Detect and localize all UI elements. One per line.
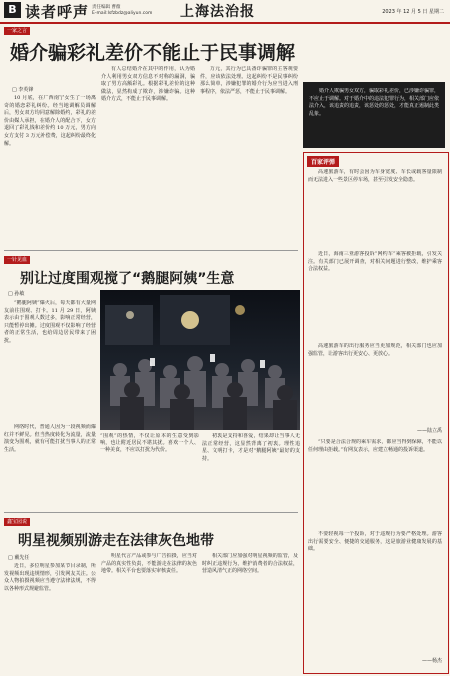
article3-col2: 明星代言产品或参与广告拍摄，应当对产品的真实性负责，不能游走在法律的灰色地带。相关平台也要落实审核责任。 <box>101 553 197 575</box>
sidebar-para3: 高速旅游车的出行服务应当更加规范，相关部门也应加强监管，让游客出行更安心、更放心。 <box>308 343 442 357</box>
article2-col1: “鹅腿阿姨”爆火后，每天都有大量网友前往围观、打卡。11 月 29 日，阿姨表示由于围观人数过多，影响正常经营，只能暂停出摊。过度围观不仅影响了经营者的正常生活，也给周边居民带来了困扰。 <box>4 300 96 344</box>
masthead <box>0 0 450 24</box>
article1-tag: 一家之言 <box>4 27 30 35</box>
photo-caption: “围观”的热情，不仅让原本的生意受到影响，也让附近居民不堪其扰。喜欢一个人、一种美食，不应以打扰为代价。 <box>100 433 199 453</box>
divider-2 <box>4 512 298 513</box>
article2-byline: □ 孙敏 <box>8 291 25 297</box>
article3-col1: 近日，多位明星参加某节目录制，所发视频出现违规情形，引发网友关注。公众人物拍摄视频应当遵守法律法规，不得以各种形式规避监管。 <box>4 563 96 592</box>
section-logo: B <box>4 2 21 18</box>
article3-headline: 明星视频别游走在法律灰色地带 <box>18 533 214 549</box>
sidebar-para2: 近日，海南三亚游客投诉“网约车”乘客被拒载，引发关注。有关部门已展开调查，对相关问题进行整改，维护乘客合法权益。 <box>308 251 442 273</box>
sidebar-bottom-sign: ——杨杰 <box>421 658 442 664</box>
article2-tag: 一针见血 <box>4 256 30 264</box>
article1-col2: 有人总结婚介在其中的作用，认为婚介人利用男女双方信息不对称的漏洞，骗取了男方高额彩礼。根据彩礼差价的这种做法，显然构成了欺诈，涉嫌诈骗。这种婚介方式，不能止于民事调解。 <box>101 66 195 103</box>
article1-col1: 10 月底，在广西南宁女生了一场离奇的婚恋彩礼纠纷。经当地调解员调解后，男女双方均同意解除婚约，彩礼的差价由媒人承担，在婚介人的配合下，女方退回了彩礼钱和差价约 10 万元，男方向女方支付 3 万元补偿费，这起纠纷最终化解。 <box>4 95 96 147</box>
crowd-photo-image <box>100 290 300 430</box>
article3-byline: □ 戴先任 <box>8 555 30 561</box>
quote-text: 婚介人欺骗男女双方，骗取彩礼差价，已涉嫌诈骗罪，不应止于调解。对于婚介中的违法犯罪行为，相关部门应依法介入，该追责的追责，该惩处的惩处，才能真正遏制此类乱象。 <box>309 88 439 117</box>
sidebar-sign: ——陆立禹 <box>416 428 442 434</box>
sidebar-para1: 高速旅游车，有时会因为车身宽度、车长或载客量限制而无法进入一些景区停车场，甚至引发安全隐患。 <box>308 169 442 183</box>
issue-date: 2023 年 12 月 5 日 星期二 <box>382 9 444 15</box>
article1-headline: 婚介骗彩礼差价不能止于民事调解 <box>10 42 296 64</box>
article2-headline: 别让过度围观搅了“鹅腿阿姨”生意 <box>20 271 235 287</box>
sidebar-para4: “只要是合法合规的乘车需求，都应当得到保障，不能以任何理由拒载。”有网友表示，应建立畅通的投诉渠道。 <box>308 439 442 453</box>
article3-col3: 相关部门应加强对明星视频的监管，及时纠正违规行为，维护消费者的合法权益，营造风清气正的网络空间。 <box>202 553 298 575</box>
paper-name: 上海法治报 <box>180 4 255 20</box>
quote-box <box>303 82 445 148</box>
article2-col3: 初衷是支持和喜爱，结果却让当事人无法正常经营，这显然背离了初衷。理性追星、文明打卡，才是对“鹅腿阿姨”最好的支持。 <box>202 433 300 462</box>
article3-tag: 鑫宝园说 <box>4 518 30 526</box>
divider <box>4 250 298 251</box>
article1-byline: □ 李英锋 <box>12 87 34 93</box>
editor-line: 责任编辑 曹薇 <box>92 5 121 10</box>
sidebar-title: 百家评弹 <box>307 156 339 167</box>
sidebar-para5: 不要轻视每一个投诉，对于违规行为要严格处理。游客出行需要安全、便捷的交通服务，这是旅游业健康发展的基础。 <box>308 531 442 553</box>
crowd-photo <box>100 290 300 430</box>
section-title: 读者呼声 <box>25 3 90 21</box>
commentary-sidebar <box>303 152 449 674</box>
article2-col2: 网络时代，普通人因为一段视频而爆红并不鲜见。但当热度转化为流量，流量演变为围观，就有可能打扰当事人的正常生活。 <box>4 424 96 453</box>
article1-col3: 万元，其行为已具备诈骗罪的主客观要件，应该依法处理。这起纠纷不是民事纠纷那么简单，涉嫌犯罪的婚介行为应当进入刑事程序，依法严惩，不能止于民事调解。 <box>200 66 298 95</box>
email-line: E-mail:lsfzbdz@aliyun.com <box>92 11 153 16</box>
